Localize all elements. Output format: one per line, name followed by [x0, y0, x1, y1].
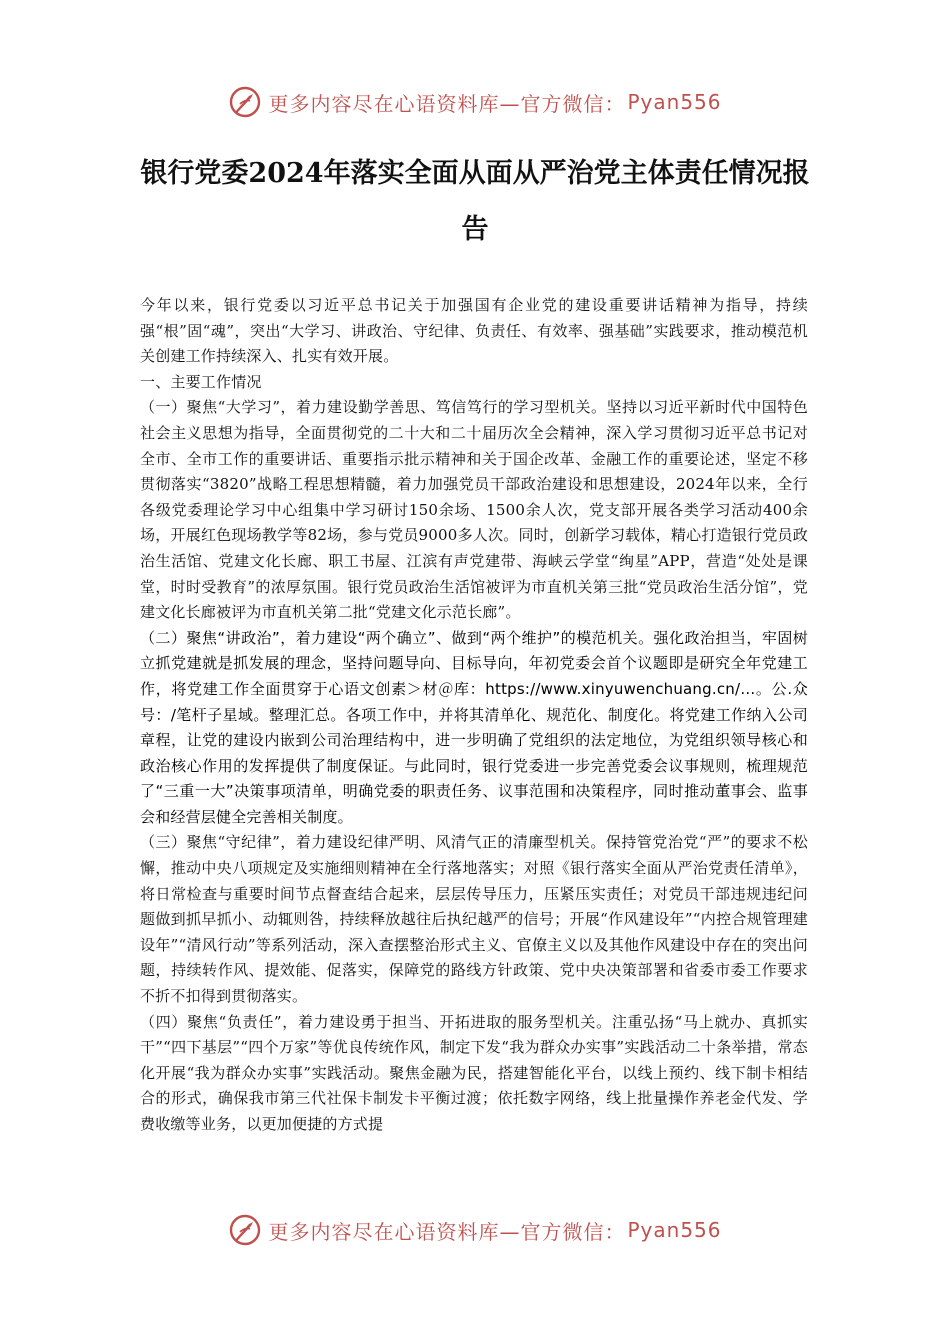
- intro-paragraph: 今年以来，银行党委以习近平总书记关于加强国有企业党的建设重要讲话精神为指导，持续强“根”固“魂”，突出“大学习、讲政治、守纪律、负责任、有效率、强基础”实践要求，推动模范机关创建工作持续深入、扎实有效开展。: [140, 296, 808, 366]
- writing-logo-icon: [228, 85, 262, 119]
- paragraph-study: （一）聚焦“大学习”，着力建设勤学善思、笃信笃行的学习型机关。坚持以习近平新时代中国特色社会主义思想为指导，全面贯彻党的二十大和二十届历次全会精神，深入学习贯彻习近平总书记对全市、全市工作的重要讲话、重要指示批示精神和关于国企改革、金融工作的重要论述，坚定不移贯彻落实“3820”战略工程思想精髓，着力加强党员干部政治建设和思想建设，2024年以来，全行各级党委理论学习中心组集中学习研讨150余场、1500余人次，党支部开展各类学习活动400余场，开展红色现场教学等82场，参与党员9000多人次。同时，创新学习载体，精心打造银行党员政治生活馆、党建文化长廊、职工书屋、江滨有声党建带、海峡云学堂“绚星”APP，营造“处处是课堂，时时受教育”的浓厚氛围。银行党员政治生活馆被评为市直机关第三批“党员政治生活分馆”，党建文化长廊被评为市直机关第二批“党建文化示范长廊”。: [140, 398, 808, 622]
- banner-text: 更多内容尽在心语资料库—官方微信：: [268, 1219, 626, 1244]
- paragraph-politics: （二）聚焦“讲政治”，着力建设“两个确立”、做到“两个维护”的模范机关。强化政治担当，牢固树立抓党建就是抓发展的理念，坚持问题导向、目标导向，年初党委会首个议题即是研究全年党建工作，将党建工作全面贯穿于心语文创素＞材＠库：https://www.xinyuwenchuang.cn/…。公.众号：/笔杆子星域。整理汇总。各项工作中，并将其清单化、规范化、制度化。将党建工作纳入公司章程，让党的建设内嵌到公司治理结构中，进一步明确了党组织的法定地位，为党组织领导核心和政治核心作用的发挥提供了制度保证。与此同时，银行党委进一步完善党委会议事规则，梳理规范了“三重一大”决策事项清单，明确党委的职责任务、议事范围和决策程序，同时推动董事会、监事会和经营层健全完善相关制度。: [140, 628, 808, 826]
- footer-watermark-banner: [0, 1210, 950, 1250]
- banner-wechat-id: Pyan556: [627, 90, 722, 114]
- header-watermark-banner: [0, 82, 950, 122]
- document-title: 银行党委2024年落实全面从面从严治党主体责任情况报告: [140, 158, 810, 245]
- banner-wechat-id: Pyan556: [627, 1218, 722, 1242]
- writing-logo-icon: [228, 1213, 262, 1247]
- section-heading: 一、主要工作情况: [140, 372, 262, 391]
- banner-text: 更多内容尽在心语资料库—官方微信：: [268, 91, 626, 116]
- paragraph-discipline: （三）聚焦“守纪律”，着力建设纪律严明、风清气正的清廉型机关。保持管党治党“严”的要求不松懈，推动中央八项规定及实施细则精神在全行落地落实；对照《银行落实全面从严治党责任清单》，将日常检查与重要时间节点督查结合起来，层层传导压力，压紧压实责任；对党员干部违规违纪问题做到抓早抓小、动辄则咎，持续释放越往后执纪越严的信号；开展“作风建设年”“内控合规管理建设年”“清风行动”等系列活动，深入查摆整治形式主义、官僚主义以及其他作风建设中存在的突出问题，持续转作风、提效能、促落实，保障党的路线方针政策、党中央决策部署和省委市委工作要求不折不扣得到贯彻落实。: [140, 833, 808, 1006]
- document-body: [140, 293, 808, 1138]
- paragraph-responsibility: （四）聚焦“负责任”，着力建设勇于担当、开拓进取的服务型机关。注重弘扬“马上就办、真抓实干”“四下基层”“四个万家”等优良传统作风，制定下发“我为群众办实事”实践活动二十条举措，常态化开展“我为群众办实事”实践活动。聚焦金融为民，搭建智能化平台，以线上预约、线下制卡相结合的形式，确保我市第三代社保卡制发卡平衡过渡；依托数字网络，线上批量操作养老金代发、学费收缴等业务，以更加便捷的方式提: [140, 1012, 808, 1133]
